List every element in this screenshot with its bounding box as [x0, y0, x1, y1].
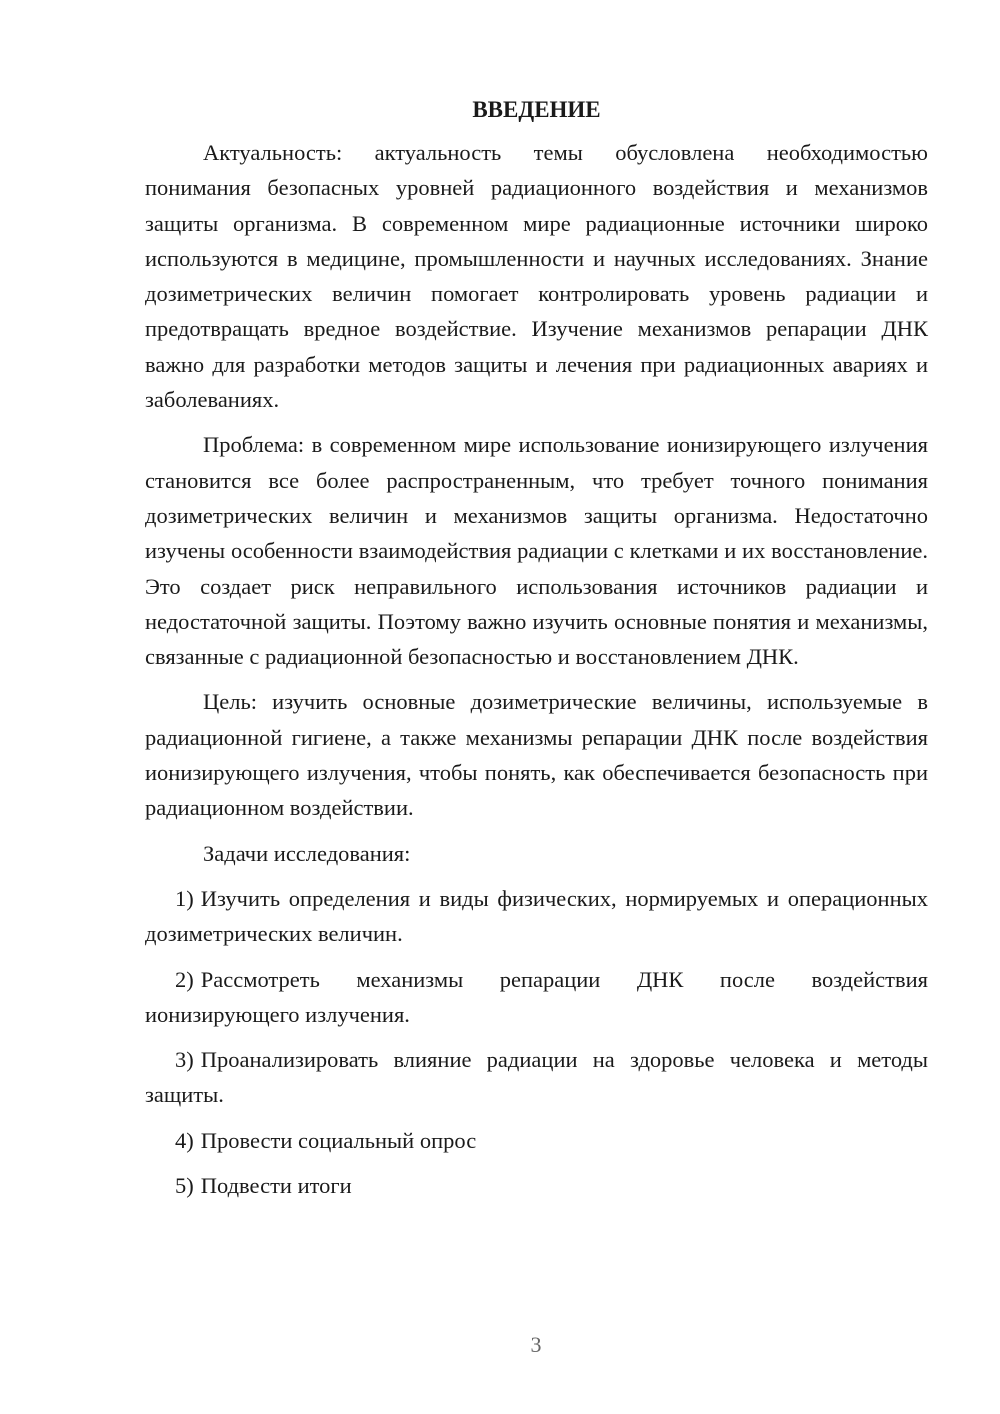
list-item: [145, 1123, 928, 1158]
list-item: [145, 962, 928, 1033]
list-item-number: 2): [175, 966, 194, 992]
paragraph-goal: Цель: изучить основные дозиметрические величины, используемые в радиационной гигиене, а также механизмы репарации ДНК после воздействия ионизирующего излучения, чтобы понять, как обеспечивается безопасность при радиационном воздействии.: [145, 689, 928, 821]
list-item-number: 3): [175, 1047, 194, 1073]
list-item-number: 5): [175, 1173, 194, 1199]
tasks-list: [145, 881, 928, 1203]
list-item-number: 1): [175, 885, 194, 911]
page-number: 3: [530, 1332, 542, 1357]
list-item-text: Провести социальный опрос: [200, 1127, 477, 1153]
list-item: [145, 881, 928, 952]
paragraph-problem: Проблема: в современном мире использование ионизирующего излучения становится все более распространенным, что требует точного понимания дозиметрических величин и механизмов защиты организма. Недостаточно изучены особенности взаимодействия радиации с клетками и их восстановление. Это создает риск неправильного использования источников радиации и недостаточной защиты. Поэтому важно изучить основные понятия и механизмы, связанные с радиационной безопасностью и восстановлением ДНК.: [145, 432, 928, 670]
list-item: [145, 1168, 928, 1203]
list-item-text: Подвести итоги: [200, 1173, 352, 1199]
document-page: [145, 90, 928, 1213]
page-title: ВВЕДЕНИЕ: [472, 97, 601, 122]
list-item-number: 4): [175, 1127, 194, 1153]
list-item-text: Рассмотреть механизмы репарации ДНК после воздействия ионизирующего излучения.: [145, 966, 928, 1027]
paragraph-relevance: Актуальность: актуальность темы обусловлена необходимостью понимания безопасных уровней радиационного воздействия и механизмов защиты организма. В современном мире радиационные источники широко используются в медицине, промышленности и научных исследованиях. Знание дозиметрических величин помогает контролировать уровень радиации и предотвращать вредное воздействие. Изучение механизмов репарации ДНК важно для разработки методов защиты и лечения при радиационных авариях и заболеваниях.: [145, 140, 928, 413]
tasks-heading: Задачи исследования:: [203, 840, 411, 866]
list-item-text: Изучить определения и виды физических, нормируемых и операционных дозиметрических величин.: [145, 885, 928, 947]
list-item: [145, 1042, 928, 1113]
list-item-text: Проанализировать влияние радиации на здоровье человека и методы защиты.: [145, 1047, 928, 1108]
